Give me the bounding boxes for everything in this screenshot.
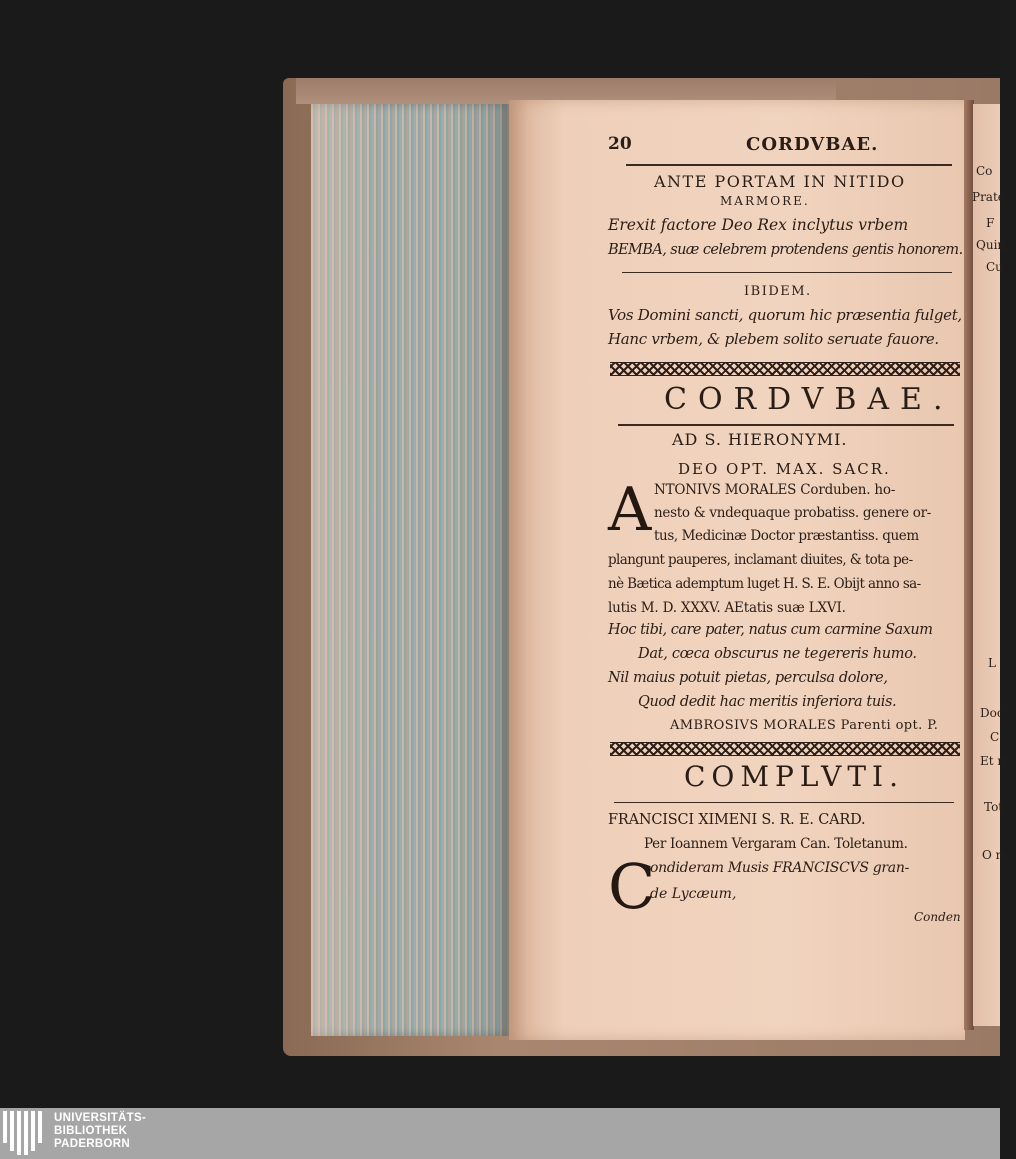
right-fragment: Quin: [976, 238, 1006, 252]
library-name-line: UNIVERSITÄTS-: [54, 1112, 147, 1124]
library-footer: [0, 1108, 1000, 1159]
drop-capital: C: [608, 850, 656, 923]
section-heading: COMPLVTI.: [684, 760, 905, 793]
verse-line: Nil maius potuit pietas, perculsa dolore,: [608, 670, 888, 686]
prose-line: tus, Medicinæ Doctor præstantiss. quem: [654, 528, 919, 544]
right-fragment: Prate: [972, 190, 1005, 204]
library-name-line: BIBLIOTHEK: [54, 1125, 128, 1137]
heading: FRANCISCI XIMENI S. R. E. CARD.: [608, 812, 866, 828]
verse-line: BEMBA, suæ celebrem protendens gentis honorem.: [608, 242, 963, 258]
verse-line: Erexit factore Deo Rex inclytus vrbem: [608, 216, 909, 234]
rule: [626, 164, 952, 166]
catchword: Conden: [914, 910, 961, 924]
heading-line: Per Ioannem Vergaram Can. Toletanum.: [644, 836, 908, 852]
rule: [622, 272, 952, 273]
right-fragment: O m: [982, 848, 1008, 862]
prose-line: nè Bætica ademptum luget H. S. E. Obijt anno sa-: [608, 576, 921, 592]
left-page: [509, 100, 965, 1040]
page-edges-shading: [311, 104, 509, 1036]
right-fragment: Tot: [984, 800, 1004, 814]
verse-line: Quod dedit hac meritis inferiora tuis.: [638, 694, 897, 710]
right-fragment: Cu: [986, 260, 1003, 274]
rule: [618, 424, 954, 426]
right-fragment: C: [990, 730, 1000, 744]
heading: IBIDEM.: [744, 284, 812, 299]
prose-line: lutis M. D. XXXV. AEtatis suæ LXVI.: [608, 600, 846, 616]
ornament-band: [610, 362, 960, 376]
verse-line: Dat, cœca obscurus ne tegereris humo.: [638, 646, 917, 662]
prose-line: nesto & vndequaque probatiss. genere or-: [654, 505, 932, 521]
running-head: CORDVBAE.: [746, 134, 879, 155]
heading: ANTE PORTAM IN NITIDO: [654, 172, 906, 191]
right-fragment: Et n: [980, 754, 1006, 768]
section-heading: CORDVBAE.: [664, 382, 954, 417]
library-name-line: PADERBORN: [54, 1138, 130, 1150]
verse-line: de Lycæum,: [650, 886, 737, 902]
heading-line: MARMORE.: [720, 194, 810, 208]
signature-line: AMBROSIVS MORALES Parenti opt. P.: [670, 718, 939, 733]
verse-line: ondideram Musis FRANCISCVS gran-: [650, 860, 910, 876]
verse-line: Hanc vrbem, & plebem solito seruate fauore.: [608, 330, 939, 348]
right-fragment: L: [988, 656, 996, 670]
ornament-band: [610, 742, 960, 756]
prose-line: plangunt pauperes, inclamant diuites, & tota pe-: [608, 552, 913, 568]
verse-line: Hoc tibi, care pater, natus cum carmine Saxum: [608, 622, 933, 638]
right-fragment: Co: [976, 164, 993, 178]
heading: AD S. HIERONYMI.: [672, 430, 848, 449]
rule: [614, 802, 954, 803]
verse-line: Vos Domini sancti, quorum hic præsentia fulget,: [608, 306, 962, 324]
right-fragment: F: [986, 216, 995, 230]
dedication-line: DEO OPT. MAX. SACR.: [678, 460, 891, 478]
page-number: 20: [608, 134, 632, 154]
right-fragment: Doc: [980, 706, 1004, 720]
drop-capital: A: [608, 475, 652, 545]
library-logo-icon: [3, 1111, 47, 1155]
prose-line: NTONIVS MORALES Corduben. ho-: [654, 482, 896, 498]
